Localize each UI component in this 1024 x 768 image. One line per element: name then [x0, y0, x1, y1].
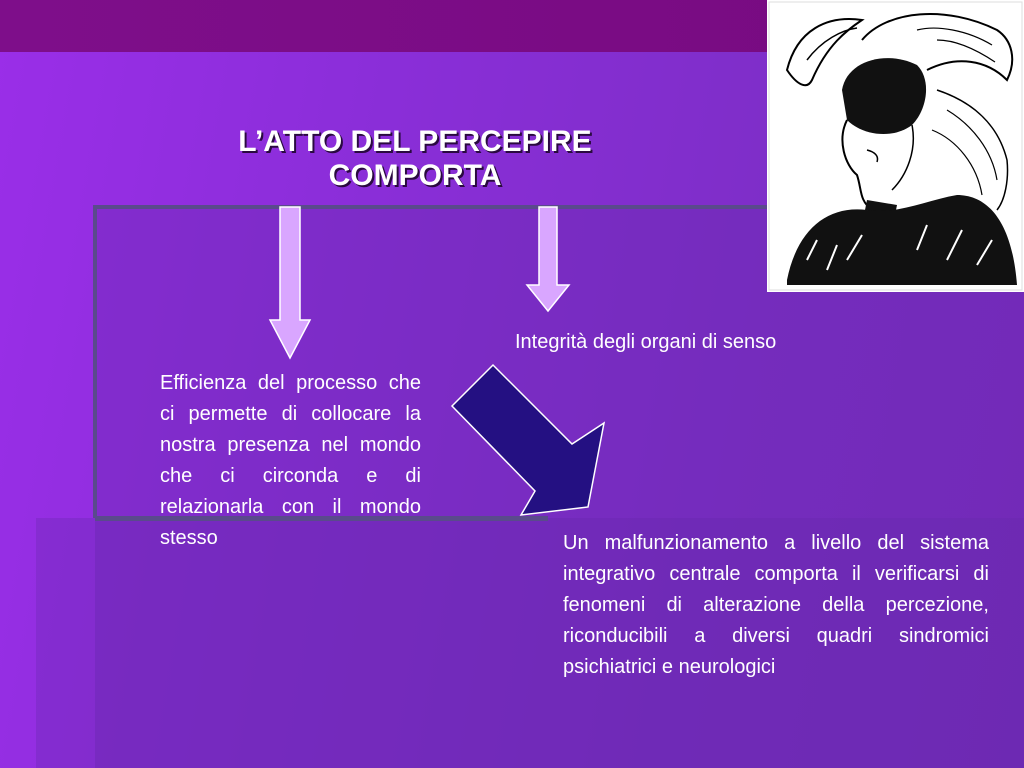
- frame-line-vertical: [93, 205, 97, 518]
- title-line-1: L’ATTO DEL PERCEPIRE: [238, 125, 592, 158]
- slide-title: [120, 125, 710, 193]
- woman-illusion-illustration: [767, 0, 1024, 292]
- title-line-2: COMPORTA: [328, 159, 502, 192]
- text-integrita: Integrità degli organi di senso: [515, 331, 777, 353]
- frame-line-top: [95, 205, 775, 209]
- text-efficienza: Efficienza del processo che ci permette di collocare la nostra presenza nel mondo che ci circonda e di relazionarla con il mondo stesso: [160, 372, 421, 549]
- illusion-image: [767, 0, 1024, 292]
- text-malfunzionamento: Un malfunzionamento a livello del sistema integrativo centrale comporta il verificarsi di fenomeni di alterazione della percezione, riconducibili a diversi quadri sindromici psichiatrici e neurologici: [563, 532, 989, 678]
